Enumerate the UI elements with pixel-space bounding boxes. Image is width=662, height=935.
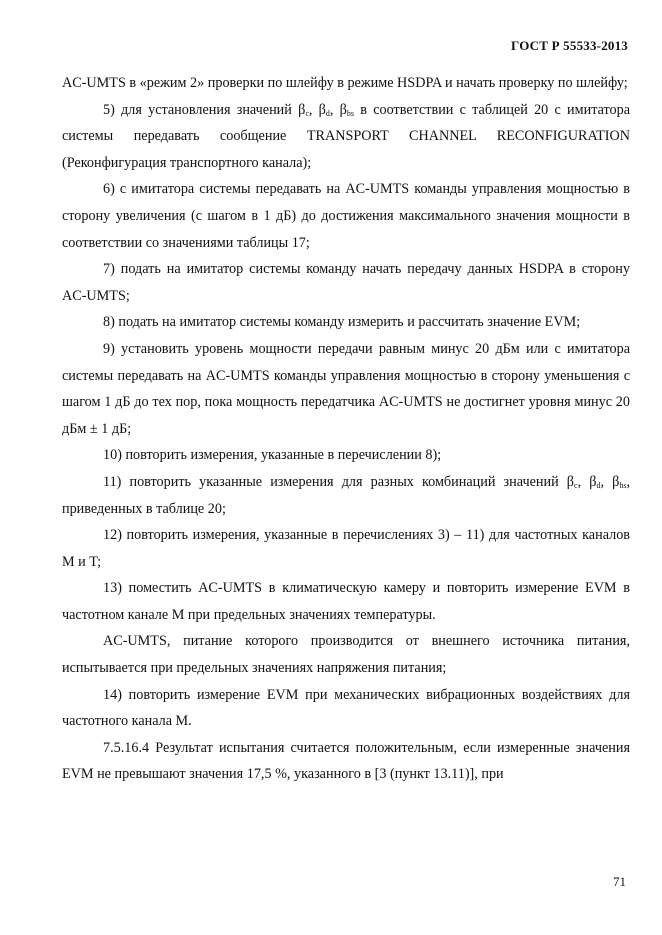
paragraph: 13) поместить AC-UMTS в климатическую камеру и повторить измерение EVM в частотном канале M при предельных значениях температуры. bbox=[62, 580, 630, 623]
paragraph: 5) для установления значений $\beta_c$, $\beta_d$, $\beta_{hs}$ в соответствии с таблицей 20 с имитатора системы передавать сообщение TRANSPORT CHANNEL RECONFIGURATION (Реконфигурация транспортного канала); bbox=[62, 101, 631, 171]
paragraph: 10) повторить измерения, указанные в перечислении 8); bbox=[103, 447, 442, 464]
paragraph: 9) установить уровень мощности передачи равным минус 20 дБм или с имитатора системы передавать на AC-UMTS команды управления мощностью в сторону уменьшения с шагом 1 дБ до тех пор, пока мощность передатчика AC-UMTS не достигнет уровня минус 20 дБм ± 1 дБ; bbox=[62, 340, 630, 437]
paragraph: 11) повторить указанные измерения для разных комбинаций значений $\beta_c$, $\beta_d$, $\beta_{hs}$, приведенных в таблице 20; bbox=[62, 473, 631, 517]
paragraph: 12) повторить измерения, указанные в перечислениях 3) – 11) для частотных каналов M и T; bbox=[62, 527, 630, 570]
document-header: ГОСТ Р 55533-2013 bbox=[511, 38, 628, 53]
paragraph: 7.5.16.4 Результат испытания считается положительным, если измеренные значения EVM не превышают значения 17,5 %, указанного в [3 (пункт 13.11)], при bbox=[62, 739, 630, 783]
paragraph: 7) подать на имитатор системы команду начать передачу данных HSDPA в сторону AC-UMTS; bbox=[62, 261, 630, 304]
paragraph: 8) подать на имитатор системы команду измерить и рассчитать значение EVM; bbox=[103, 314, 581, 331]
paragraph: 6) с имитатора системы передавать на AC-UMTS команды управления мощностью в сторону увеличения (с шагом в 1 дБ) до достижения максимального значения мощности в соответствии со значениями таблицы 17; bbox=[62, 181, 630, 251]
document-body bbox=[62, 70, 630, 788]
paragraph: AC-UMTS в «режим 2» проверки по шлейфу в режиме HSDPA и начать проверку по шлейфу; bbox=[62, 75, 628, 91]
paragraph: AC-UMTS, питание которого производится от внешнего источника питания, испытывается при предельных значениях напряжения питания; bbox=[62, 633, 630, 677]
paragraph: 14) повторить измерение EVM при механических вибрационных воздействиях для частотного канала M. bbox=[62, 686, 630, 730]
page-number: 71 bbox=[613, 874, 626, 889]
